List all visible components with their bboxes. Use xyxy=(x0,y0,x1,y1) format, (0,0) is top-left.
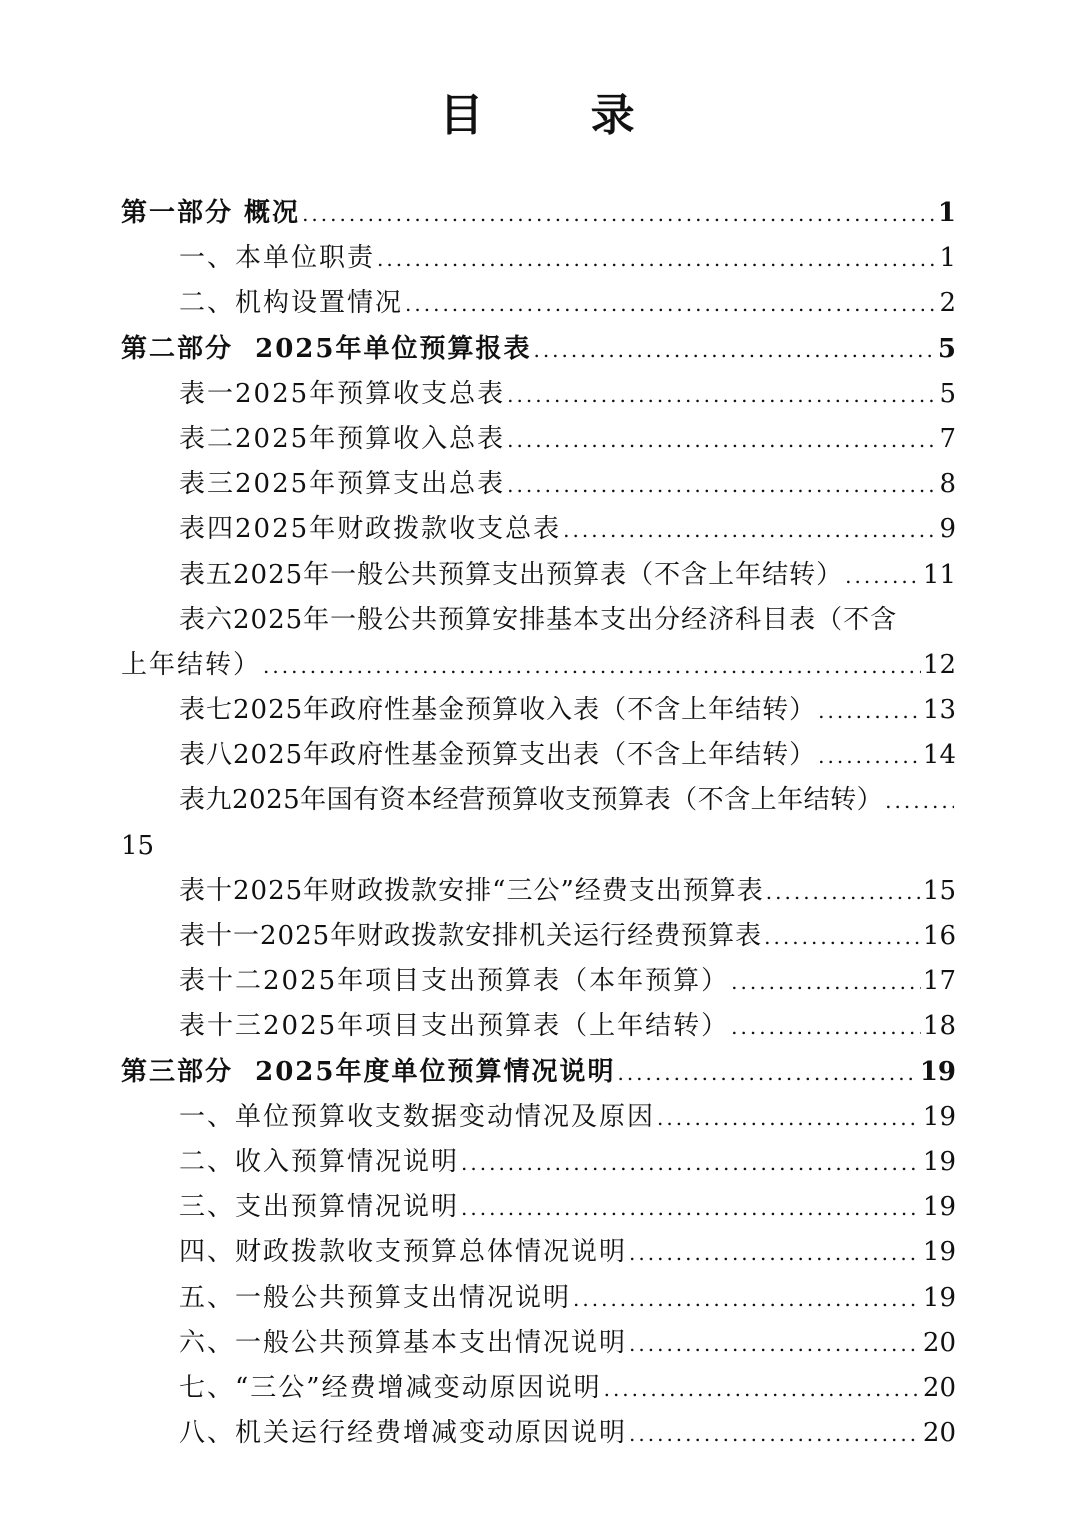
toc-entry-text: 七、“三公”经费增减变动原因说明 xyxy=(179,1372,602,1403)
toc-entry-text: 六、一般公共预算基本支出情况说明 xyxy=(179,1327,628,1358)
toc-entry-table-6[interactable] xyxy=(121,598,956,688)
dot-leader xyxy=(604,1367,921,1412)
toc-entry-duties[interactable] xyxy=(121,236,956,281)
toc-entry-text: 三、支出预算情况说明 xyxy=(179,1192,460,1223)
toc-entry-text: 一、本单位职责 xyxy=(179,243,376,274)
dot-leader xyxy=(405,282,937,327)
toc-entry-text: 第二部分 2025年单位预算报表 xyxy=(121,333,532,364)
toc-page-number: 18 xyxy=(922,1011,956,1042)
toc-entry-text: 表七2025年政府性基金预算收入表（不含上年结转） xyxy=(179,695,817,726)
toc-entry-text: 表五2025年一般公共预算支出预算表（不含上年结转） xyxy=(179,559,844,590)
dot-leader xyxy=(629,1322,921,1367)
toc-entry-text: 八、机关运行经费增减变动原因说明 xyxy=(179,1418,628,1449)
toc-entry-organization[interactable] xyxy=(121,281,956,326)
toc-page-number: 19 xyxy=(922,1146,956,1177)
dot-leader xyxy=(731,960,921,1005)
toc-entry-explain-8[interactable] xyxy=(121,1411,956,1456)
toc-page-number: 19 xyxy=(922,1237,956,1268)
toc-entry-text: 二、机构设置情况 xyxy=(179,288,404,319)
toc-entry-text: 表八2025年政府性基金预算支出表（不含上年结转） xyxy=(179,740,817,771)
toc-page-number: 8 xyxy=(939,469,956,500)
dot-leader xyxy=(507,463,937,508)
toc-page-number: 20 xyxy=(922,1327,956,1358)
toc-entry-text: 第三部分 2025年度单位预算情况说明 xyxy=(121,1056,616,1087)
toc-entry-explain-7[interactable] xyxy=(121,1366,956,1411)
toc-page-number: 20 xyxy=(922,1418,956,1449)
toc-entry-table-2[interactable] xyxy=(121,417,956,462)
toc-entry-table-12[interactable] xyxy=(121,959,956,1004)
toc-page-number: 16 xyxy=(922,921,956,951)
toc-page-number: 19 xyxy=(922,1282,956,1313)
dot-leader xyxy=(617,1051,917,1096)
toc-entry-explain-2[interactable] xyxy=(121,1140,956,1185)
dot-leader xyxy=(302,192,936,237)
toc-page-number: 19 xyxy=(919,1056,956,1087)
toc-entry-table-4[interactable] xyxy=(121,507,956,552)
toc-entry-table-10[interactable] xyxy=(121,869,956,914)
dot-leader xyxy=(533,328,935,373)
dot-leader xyxy=(573,1277,921,1322)
toc-entry-text: 表十2025年财政拨款安排“三公”经费支出预算表 xyxy=(179,875,764,906)
dot-leader xyxy=(507,418,937,463)
toc-entry-table-9[interactable] xyxy=(121,778,956,868)
toc-page-number: 15 xyxy=(922,875,956,906)
dot-leader xyxy=(629,1412,921,1457)
toc-entry-explain-5[interactable] xyxy=(121,1276,956,1321)
toc-page-number: 9 xyxy=(939,514,956,545)
toc-page-number: 1 xyxy=(939,243,956,274)
toc-entry-explain-4[interactable] xyxy=(121,1230,956,1275)
dot-leader xyxy=(885,779,954,824)
toc-entry-part-1[interactable] xyxy=(121,191,956,236)
toc-entry-text: 四、财政拨款收支预算总体情况说明 xyxy=(179,1237,628,1268)
toc-entry-table-13[interactable] xyxy=(121,1004,956,1049)
toc-entry-text: 表三2025年预算支出总表 xyxy=(179,469,506,500)
dot-leader xyxy=(818,689,921,734)
toc-entry-explain-3[interactable] xyxy=(121,1185,956,1230)
toc-page-number: 11 xyxy=(922,559,956,590)
toc-page-number: 20 xyxy=(922,1372,956,1403)
toc-page-number: 19 xyxy=(922,1101,956,1132)
dot-leader xyxy=(461,1186,921,1231)
toc-entry-text: 表二2025年预算收入总表 xyxy=(179,423,506,454)
toc-page-number: 17 xyxy=(922,966,956,997)
toc-page-number: 15 xyxy=(121,830,155,861)
table-of-contents xyxy=(121,191,956,1456)
toc-page-number: 14 xyxy=(922,740,956,771)
dot-leader xyxy=(263,644,921,689)
dot-leader xyxy=(507,373,937,418)
dot-leader xyxy=(563,508,937,553)
toc-entry-text: 表十三2025年项目支出预算表（上年结转） xyxy=(179,1011,730,1042)
dot-leader xyxy=(764,915,921,960)
toc-page-number: 2 xyxy=(939,288,956,319)
toc-page-number: 13 xyxy=(922,695,956,726)
toc-entry-text: 五、一般公共预算支出情况说明 xyxy=(179,1282,572,1313)
toc-entry-text-continued: 上年结转） xyxy=(121,649,262,680)
dot-leader xyxy=(845,554,921,599)
dot-leader xyxy=(377,237,937,282)
toc-entry-text: 第一部分 概况 xyxy=(121,198,301,228)
dot-leader xyxy=(818,734,921,779)
toc-entry-table-1[interactable] xyxy=(121,372,956,417)
toc-entry-table-7[interactable] xyxy=(121,688,956,733)
toc-entry-part-3[interactable] xyxy=(121,1050,956,1095)
toc-entry-line xyxy=(121,778,956,823)
toc-entry-table-11[interactable] xyxy=(121,914,956,959)
toc-entry-explain-1[interactable] xyxy=(121,1095,956,1140)
toc-entry-text: 一、单位预算收支数据变动情况及原因 xyxy=(179,1101,656,1132)
toc-entry-text: 表九2025年国有资本经营预算收支预算表（不含上年结转） xyxy=(179,785,884,816)
toc-entry-table-3[interactable] xyxy=(121,462,956,507)
toc-page-number: 12 xyxy=(922,649,956,680)
toc-entry-text: 二、收入预算情况说明 xyxy=(179,1146,460,1177)
dot-leader xyxy=(766,870,921,915)
dot-leader xyxy=(731,1005,921,1050)
toc-entry-text: 表六2025年一般公共预算安排基本支出分经济科目表（不含 xyxy=(179,604,898,635)
toc-entry-text: 表十二2025年项目支出预算表（本年预算） xyxy=(179,966,730,997)
toc-page-number: 5 xyxy=(939,378,956,409)
dot-leader xyxy=(461,1141,921,1186)
toc-entry-text: 表一2025年预算收支总表 xyxy=(179,378,506,409)
toc-page-number: 7 xyxy=(939,423,956,454)
dot-leader xyxy=(629,1231,921,1276)
page-title: 目 录 xyxy=(439,90,681,141)
toc-entry-text: 表四2025年财政拨款收支总表 xyxy=(179,514,562,545)
toc-page-number: 1 xyxy=(937,198,956,228)
toc-entry-part-2[interactable] xyxy=(121,327,956,372)
toc-page-number: 5 xyxy=(937,333,956,364)
toc-page-number: 19 xyxy=(922,1192,956,1223)
dot-leader xyxy=(657,1096,921,1141)
toc-entry-explain-6[interactable] xyxy=(121,1321,956,1366)
toc-entry-text: 表十一2025年财政拨款安排机关运行经费预算表 xyxy=(179,921,763,951)
toc-entry-table-8[interactable] xyxy=(121,733,956,778)
toc-entry-table-5[interactable] xyxy=(121,553,956,598)
toc-entry-continuation xyxy=(121,643,956,688)
